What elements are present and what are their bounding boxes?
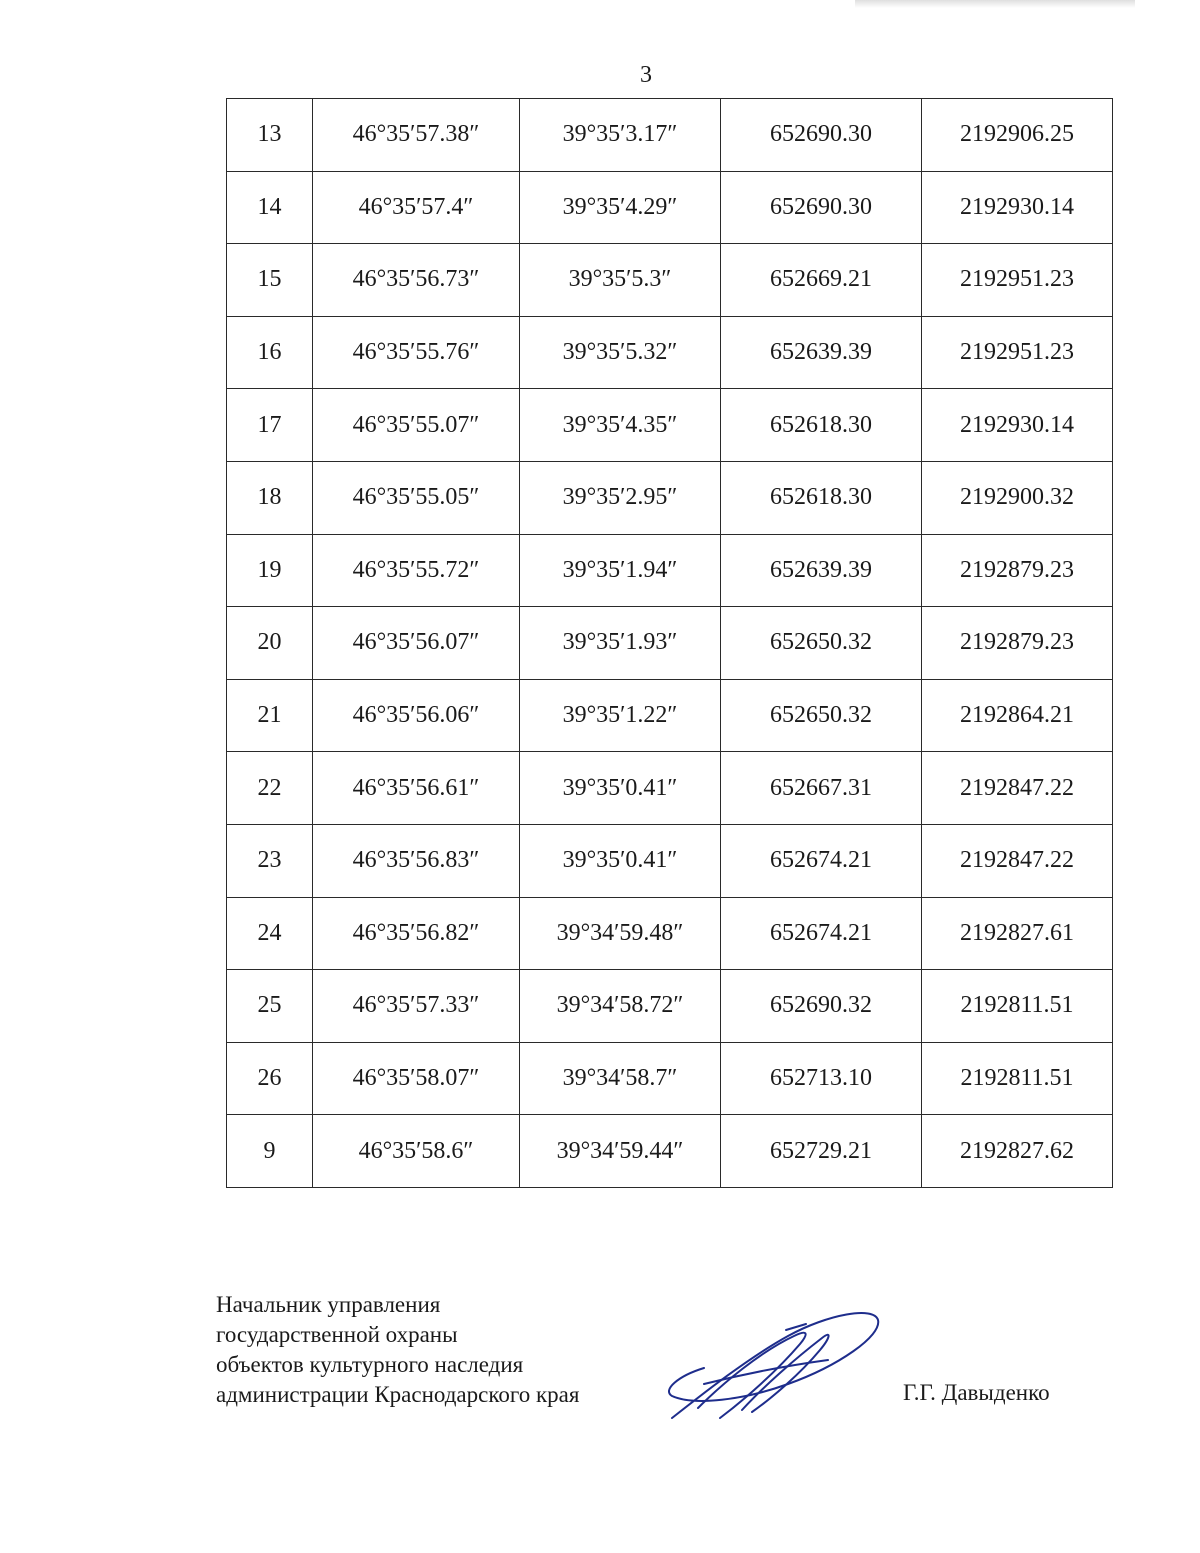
longitude-cell: 39°34′58.72″ (520, 970, 721, 1043)
point-number-cell: 13 (227, 99, 313, 172)
x-coordinate-cell: 652690.32 (721, 970, 922, 1043)
x-coordinate-cell: 652639.39 (721, 534, 922, 607)
position-line: государственной охраны (216, 1322, 458, 1347)
latitude-cell: 46°35′55.72″ (313, 534, 520, 607)
x-coordinate-cell: 652650.32 (721, 607, 922, 680)
latitude-cell: 46°35′56.83″ (313, 824, 520, 897)
y-coordinate-cell: 2192951.23 (922, 244, 1113, 317)
y-coordinate-cell: 2192847.22 (922, 752, 1113, 825)
position-line: Начальник управления (216, 1292, 441, 1317)
point-number-cell: 16 (227, 316, 313, 389)
point-number-cell: 25 (227, 970, 313, 1043)
longitude-cell: 39°35′2.95″ (520, 461, 721, 534)
longitude-cell: 39°35′0.41″ (520, 752, 721, 825)
point-number-cell: 18 (227, 461, 313, 534)
table-row (227, 461, 1113, 534)
point-number-cell: 22 (227, 752, 313, 825)
point-number-cell: 26 (227, 1042, 313, 1115)
y-coordinate-cell: 2192864.21 (922, 679, 1113, 752)
latitude-cell: 46°35′56.61″ (313, 752, 520, 825)
table-row (227, 316, 1113, 389)
signature-strokes (669, 1313, 878, 1418)
y-coordinate-cell: 2192827.61 (922, 897, 1113, 970)
y-coordinate-cell: 2192900.32 (922, 461, 1113, 534)
signer-name: Г.Г. Давыденко (903, 1380, 1050, 1405)
table-row (227, 244, 1113, 317)
y-coordinate-cell: 2192930.14 (922, 171, 1113, 244)
point-number-cell: 17 (227, 389, 313, 462)
y-coordinate-cell: 2192811.51 (922, 1042, 1113, 1115)
point-number-cell: 14 (227, 171, 313, 244)
x-coordinate-cell: 652729.21 (721, 1115, 922, 1188)
table-row (227, 970, 1113, 1043)
signatory-position (216, 1290, 579, 1410)
table-row (227, 534, 1113, 607)
x-coordinate-cell: 652618.30 (721, 461, 922, 534)
point-number-cell: 15 (227, 244, 313, 317)
y-coordinate-cell: 2192879.23 (922, 534, 1113, 607)
y-coordinate-cell: 2192951.23 (922, 316, 1113, 389)
point-number-cell: 9 (227, 1115, 313, 1188)
latitude-cell: 46°35′56.82″ (313, 897, 520, 970)
x-coordinate-cell: 652713.10 (721, 1042, 922, 1115)
latitude-cell: 46°35′56.06″ (313, 679, 520, 752)
longitude-cell: 39°35′4.29″ (520, 171, 721, 244)
y-coordinate-cell: 2192906.25 (922, 99, 1113, 172)
longitude-cell: 39°34′58.7″ (520, 1042, 721, 1115)
latitude-cell: 46°35′55.07″ (313, 389, 520, 462)
point-number-cell: 24 (227, 897, 313, 970)
longitude-cell: 39°35′5.3″ (520, 244, 721, 317)
longitude-cell: 39°35′1.94″ (520, 534, 721, 607)
y-coordinate-cell: 2192811.51 (922, 970, 1113, 1043)
latitude-cell: 46°35′55.76″ (313, 316, 520, 389)
table-row (227, 1042, 1113, 1115)
x-coordinate-cell: 652674.21 (721, 824, 922, 897)
table-row (227, 607, 1113, 680)
y-coordinate-cell: 2192827.62 (922, 1115, 1113, 1188)
y-coordinate-cell: 2192847.22 (922, 824, 1113, 897)
x-coordinate-cell: 652674.21 (721, 897, 922, 970)
y-coordinate-cell: 2192879.23 (922, 607, 1113, 680)
point-number-cell: 20 (227, 607, 313, 680)
point-number-cell: 21 (227, 679, 313, 752)
latitude-cell: 46°35′57.33″ (313, 970, 520, 1043)
x-coordinate-cell: 652667.31 (721, 752, 922, 825)
latitude-cell: 46°35′58.07″ (313, 1042, 520, 1115)
position-line: объектов культурного наследия (216, 1352, 524, 1377)
y-coordinate-cell: 2192930.14 (922, 389, 1113, 462)
table-row (227, 1115, 1113, 1188)
latitude-cell: 46°35′56.73″ (313, 244, 520, 317)
position-line: администрации Краснодарского края (216, 1382, 580, 1407)
longitude-cell: 39°35′1.22″ (520, 679, 721, 752)
longitude-cell: 39°35′3.17″ (520, 99, 721, 172)
x-coordinate-cell: 652618.30 (721, 389, 922, 462)
table-row (227, 897, 1113, 970)
table-row (227, 171, 1113, 244)
table-row (227, 752, 1113, 825)
longitude-cell: 39°35′5.32″ (520, 316, 721, 389)
table-row (227, 679, 1113, 752)
latitude-cell: 46°35′58.6″ (313, 1115, 520, 1188)
x-coordinate-cell: 652690.30 (721, 171, 922, 244)
x-coordinate-cell: 652639.39 (721, 316, 922, 389)
coordinates-table (226, 98, 1113, 1188)
latitude-cell: 46°35′57.4″ (313, 171, 520, 244)
point-number-cell: 23 (227, 824, 313, 897)
x-coordinate-cell: 652650.32 (721, 679, 922, 752)
page-number: 3 (640, 62, 652, 88)
table-row (227, 389, 1113, 462)
x-coordinate-cell: 652690.30 (721, 99, 922, 172)
longitude-cell: 39°35′1.93″ (520, 607, 721, 680)
table-row (227, 99, 1113, 172)
longitude-cell: 39°35′0.41″ (520, 824, 721, 897)
point-number-cell: 19 (227, 534, 313, 607)
longitude-cell: 39°34′59.48″ (520, 897, 721, 970)
x-coordinate-cell: 652669.21 (721, 244, 922, 317)
latitude-cell: 46°35′57.38″ (313, 99, 520, 172)
latitude-cell: 46°35′55.05″ (313, 461, 520, 534)
longitude-cell: 39°34′59.44″ (520, 1115, 721, 1188)
table-row (227, 824, 1113, 897)
scan-artifact (855, 0, 1135, 8)
longitude-cell: 39°35′4.35″ (520, 389, 721, 462)
handwritten-signature (660, 1300, 890, 1435)
latitude-cell: 46°35′56.07″ (313, 607, 520, 680)
